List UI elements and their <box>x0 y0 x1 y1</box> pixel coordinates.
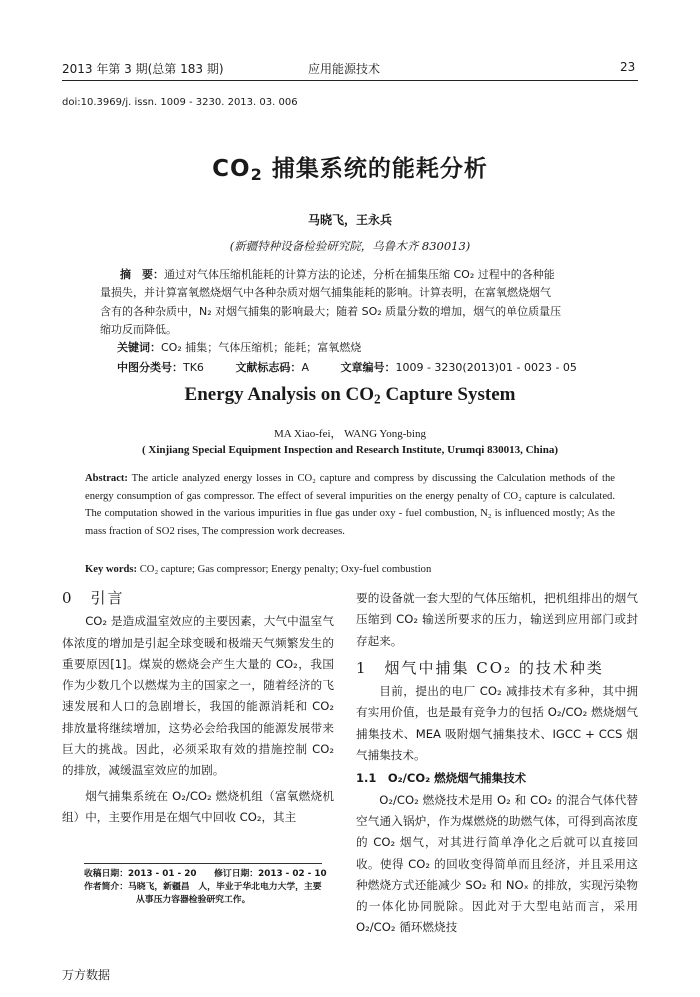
classification-cn: 中图分类号：TK6 文献标志码：A 文章编号：1009 - 3230(2013)01 - 0023 - 05 <box>117 361 577 374</box>
authors-cn: 马晓飞，王永兵 <box>307 213 392 227</box>
watermark: 万方数据 <box>62 968 111 982</box>
authors-en: MA Xiao-fei， WANG Yong-bing <box>274 428 426 440</box>
paragraph: 目前，提出的电厂 CO₂ 减排技术有多种，其中拥有实用价值，也是最有竞争力的包括 O₂/CO₂ 燃烧烟气捕集技术、MEA 吸附烟气捕集技术、IGCC + CCS 烟气捕集技术。 <box>356 684 638 763</box>
abstract-en: Abstract: The article analyzed energy losses in CO₂ capture and compress by discussing the Calculation methods of the energy consumption of gas compressor. The effect of several impurities on the energy penalty of CO₂ capture is calculated. The computation showed in the various impurities in flue gas under oxy - fuel combustion, N₂ is influenced mostly; As the mass fraction of SO2 rises, The compression work decreases. <box>85 473 615 538</box>
affiliation-en: ( Xinjiang Special Equipment Inspection and Research Institute, Urumqi 830013, China) <box>141 444 558 456</box>
right-column <box>356 588 638 939</box>
title-cn: $CO_2$ 捕集系统的能耗分析 <box>212 156 488 185</box>
keywords-cn: 关键词：CO₂ 捕集；气体压缩机；能耗；富氧燃烧 <box>117 341 362 354</box>
abstract-cn: 摘 要：通过对气体压缩机能耗的计算方法的论述，分析在捕集压缩 CO₂ 过程中的各种能 量损失，并计算富氧燃烧烟气中各种杂质对烟气捕集能耗的影响。计算表明，在富氧燃烧烟气 含有的各种杂质中，N₂ 对烟气捕集的影响最大；随着 SO₂ 质量分数的增加，烟气的单位质量压 缩功反而降低。 <box>100 268 562 336</box>
left-column <box>62 588 334 828</box>
title-en: Energy Analysis on $CO_2$ Capture System <box>184 384 516 407</box>
keywords-en: Key words: CO₂ capture; Gas compressor; Energy penalty; Oxy-fuel combustion <box>85 564 432 575</box>
paragraph: 烟气捕集系统在 O₂/CO₂ 燃烧机组（富氧燃烧机组）中，主要作用是在烟气中回收 CO₂，其主 <box>62 788 334 824</box>
issue-info: 2013 年第 3 期(总第 183 期) <box>62 62 224 76</box>
paragraph: O₂/CO₂ 燃烧技术是用 O₂ 和 CO₂ 的混合气体代替空气通入锅炉，作为煤燃烧的助燃气体，可得到高浓度的 CO₂ 烟气，对其进行简单净化之后就可以直接回收。使得 CO₂ 的回收变得简单而且经济，并且采用这种燃烧方式还能减少 SO₂ 和 NOₓ 的排放，实现污染物的一体化协同脱除。因此对于大型电站而言，采用 O₂/CO₂ 循环燃烧技 <box>356 792 638 935</box>
header-rule <box>62 80 638 81</box>
abstract-cn-label: 摘 要： <box>120 268 164 281</box>
footnote-rule <box>84 863 322 864</box>
journal-name: 应用能源技术 <box>308 62 381 76</box>
affiliation-cn: (新疆特种设备检验研究院，乌鲁木齐 830013) <box>229 239 471 253</box>
subsection-1-1-heading: 1.1 O₂/CO₂ 燃烧烟气捕集技术 <box>356 771 527 786</box>
paragraph: 要的设备就一套大型的气体压缩机，把机组排出的烟气压缩到 CO₂ 输送所要求的压力，输送到应用部门或封存起来。 <box>356 591 638 648</box>
footnote: 收稿日期：2013 - 01 - 20 修订日期：2013 - 02 - 10 作者简介：马晓飞，新疆昌 人，毕业于华北电力大学，主要 从事压力容器检验研究工作。 <box>84 869 327 905</box>
page-number: 23 <box>620 60 636 74</box>
section-0-heading: 0 引言 <box>62 589 125 607</box>
section-1-heading: 1 烟气中捕集 CO₂ 的技术种类 <box>356 658 604 677</box>
paragraph: CO₂ 是造成温室效应的主要因素，大气中温室气体浓度的增加是引起全球变暖和极端天气频繁发生的重要原因[1]。煤炭的燃烧会产生大量的 CO₂，我国作为少数几个以燃煤为主的国家之一，随着经济的飞速发展和人口的急剧增长，我国的能源消耗和 CO₂ 排放量将继续增加，这势必会给我国的能源发展带来巨大的挑战。因此，必须采取有效的措施控制 CO₂ 的排放，减缓温室效应的加剧。 <box>62 614 334 778</box>
doi: doi:10.3969/j. issn. 1009 - 3230. 2013. 03. 006 <box>62 97 298 108</box>
